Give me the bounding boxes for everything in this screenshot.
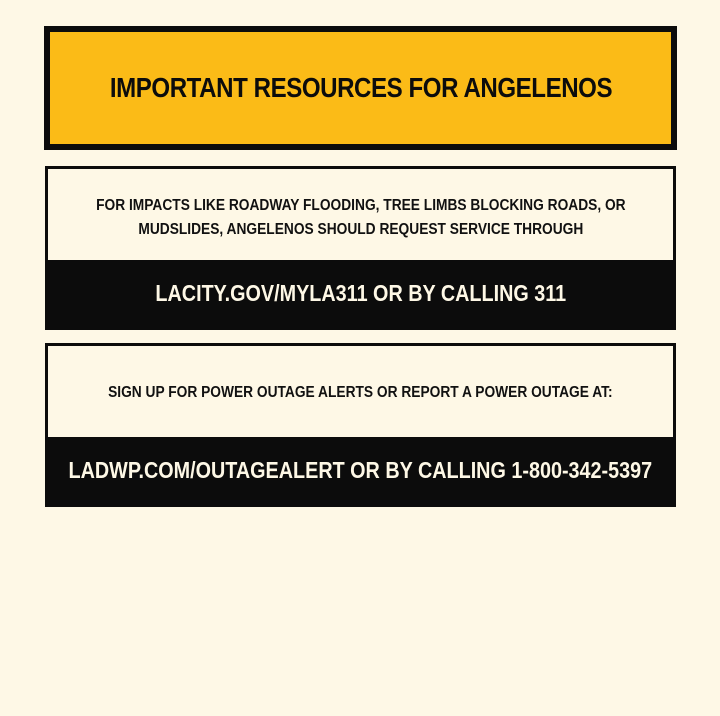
resource-card-311: [45, 166, 676, 330]
card-action-bar: [48, 260, 673, 327]
card-description: [48, 346, 673, 440]
card-description-line: MUDSLIDES, ANGELENOS SHOULD REQUEST SERVICE THROUGH: [138, 221, 583, 238]
card-description: [48, 169, 673, 263]
myla311-link-text: LACITY.GOV/MYLA311 OR BY CALLING 311: [155, 280, 566, 306]
title-banner: [44, 26, 677, 150]
card-action-bar: [48, 437, 673, 504]
resource-card-outage: [45, 343, 676, 507]
card-description-line: SIGN UP FOR POWER OUTAGE ALERTS OR REPORT A POWER OUTAGE AT:: [108, 384, 613, 401]
page-title: IMPORTANT RESOURCES FOR ANGELENOS: [109, 72, 612, 103]
outage-alert-link-text: LADWP.COM/OUTAGEALERT OR BY CALLING 1-800-342-5397: [68, 457, 653, 483]
card-description-line: FOR IMPACTS LIKE ROADWAY FLOODING, TREE LIMBS BLOCKING ROADS, OR: [95, 197, 626, 214]
